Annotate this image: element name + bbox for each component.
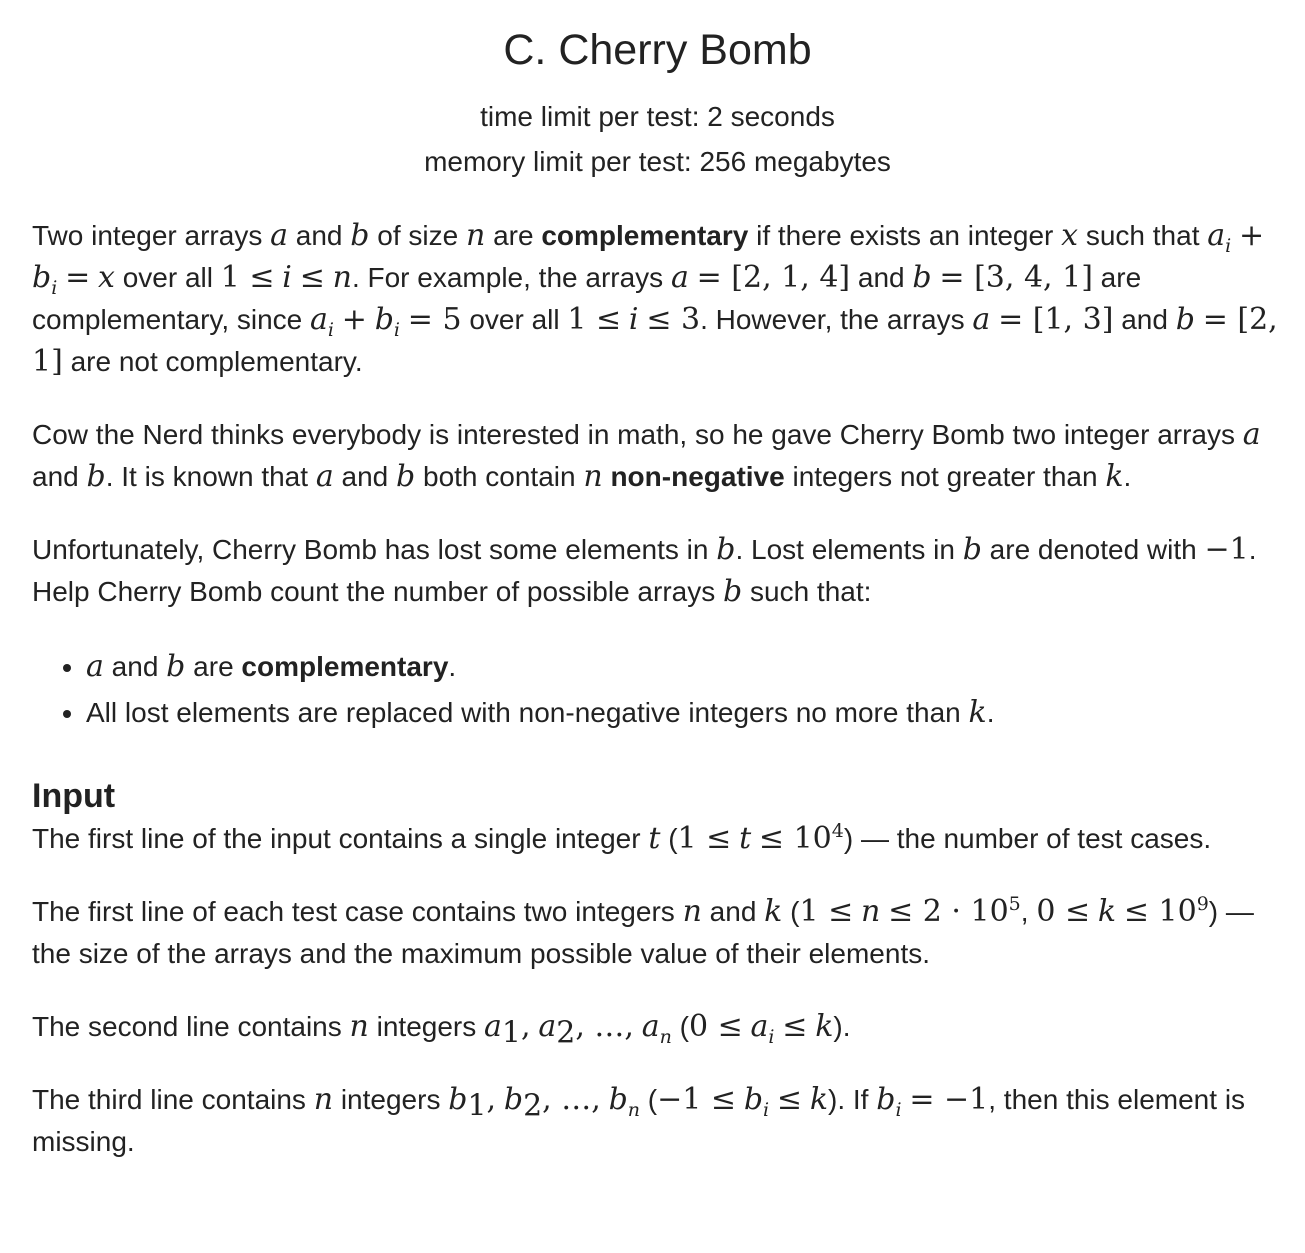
list-item: • All lost elements are replaced with non-negative integers no more than k. [86,690,1283,736]
input-section-title: Input [32,777,116,815]
statement-paragraph-3: Unfortunately, Cherry Bomb has lost some elements in b. Lost elements in b are denoted with −1. Help Cherry Bomb count the number of possible arrays b such that: [32,532,1257,609]
bold-term: non-negative [610,461,785,492]
limits [32,94,1283,184]
statement-paragraph-1: Two integer arrays a and b of size n are complementary if there exists an integer x such that $a_i + b_i = x$ over all 1 ≤ i ≤ n. For example, the arrays a = [2, 1, 4] and b = [3, 4, 1] are complementary, since $a_i + b_i = 5$ over all 1 ≤ i ≤ 3. However, the arrays a = [1, 3] and b = [2, 1] are not complementary. [32,218,1278,379]
bold-term: complementary [241,651,449,682]
bold-term: complementary [541,220,749,251]
input-paragraph-2: The first line of each test case contains two integers n and k ($1 \le n \le 2 \cdot 10^5$, $0 \le k \le 10^9$) — the size of the arrays and the maximum possible value of their elements. [32,893,1254,969]
conditions-list [32,644,1283,736]
input-paragraph-1: The first line of the input contains a single integer t $(1 \le t \le 10^4)$ — the number of test cases. [32,820,1212,856]
input-paragraph-3: The second line contains n integers $a_1$, $a_2$, …, $a_n$ $(0 \le a_i \le k)$. [32,1009,851,1051]
time-limit: time limit per test: 2 seconds [480,101,835,132]
problem-header [32,0,1283,184]
list-item: • a and b are complementary. [86,644,1283,690]
input-paragraph-4: The third line contains n integers $b_1$, $b_2$, …, $b_n$ $(-1 \le b_i \le k)$. If $b_i = -1$, then this element is missing. [32,1082,1246,1157]
problem-title: C. Cherry Bomb [503,26,812,74]
statement-paragraph-2: Cow the Nerd thinks everybody is interested in math, so he gave Cherry Bomb two integer arrays a and b. It is known that a and b both contain n non-negative integers not greater than k. [32,417,1261,494]
memory-limit: memory limit per test: 256 megabytes [424,146,891,177]
